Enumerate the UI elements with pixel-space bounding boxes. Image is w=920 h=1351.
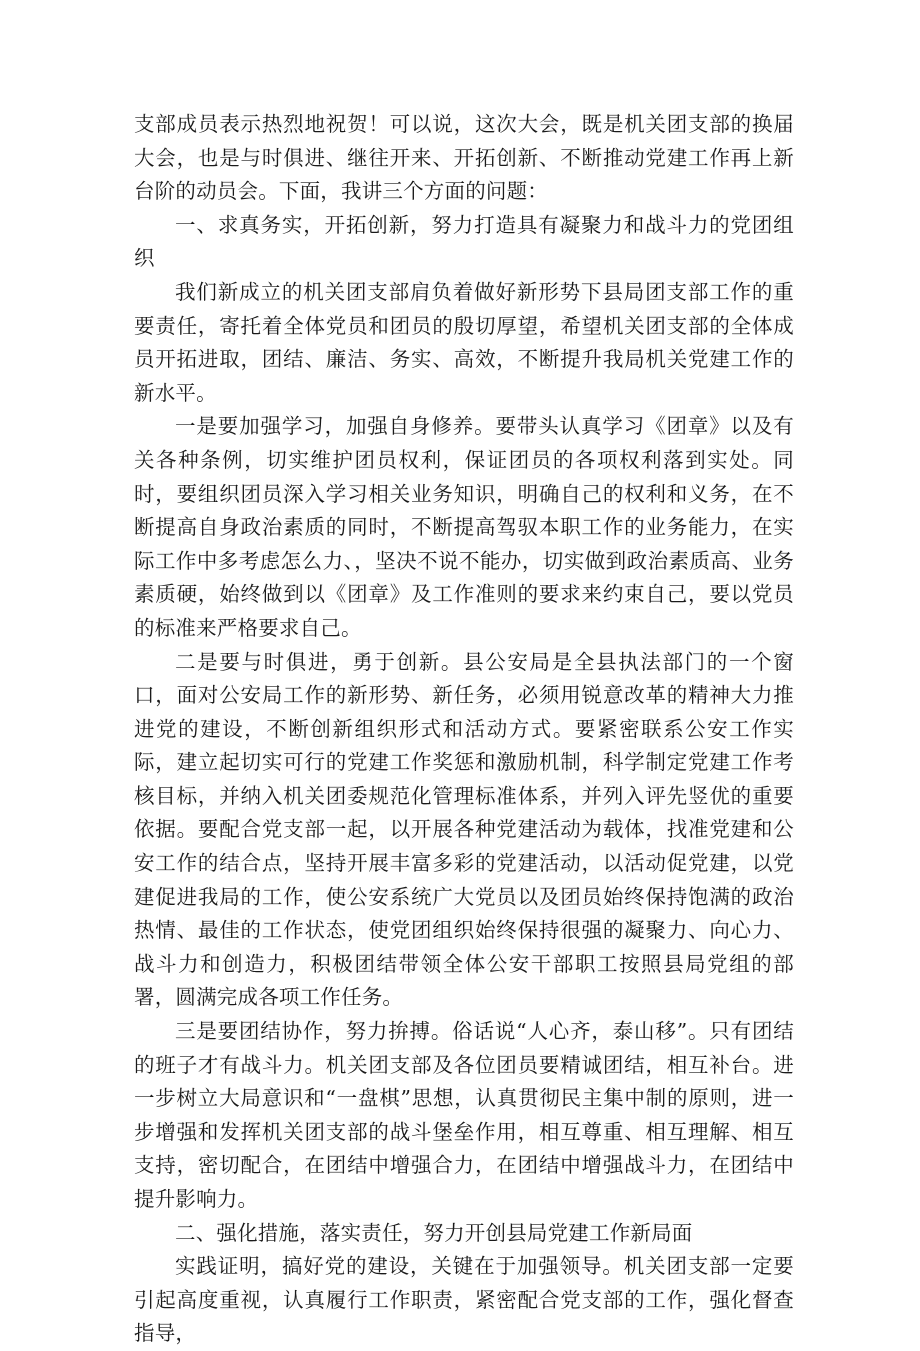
body-paragraph: 一是要加强学习，加强自身修养。要带头认真学习《团章》以及有关各种条例，切实维护团员权利，保证团员的各项权利落到实处。同时，要组织团员深入学习相关业务知识，明确自己的权利和义务，在不断提高自身政治素质的同时，不断提高驾驭本职工作的业务能力，在实际工作中多考虑怎么力、，坚决不说不能办，切实做到政治素质高、业务素质硬，始终做到以《团章》及工作准则的要求来约束自己，要以党员的标准来严格要求自己。 [134,414,794,640]
body-paragraph: 我们新成立的机关团支部肩负着做好新形势下县局团支部工作的重要责任，寄托着全体党员和团员的殷切厚望，希望机关团支部的全体成员开拓进取，团结、廉洁、务实、高效，不断提升我局机关党建工作的新水平。 [134,279,794,405]
section-heading-2: 二、强化措施，落实责任，努力开创县局党建工作新局面 [175,1220,693,1245]
body-paragraph: 实践证明，搞好党的建设，关键在于加强领导。机关团支部一定要引起高度重视，认真履行工作职责，紧密配合党支部的工作，强化督查指导， [134,1254,794,1346]
section-heading-1: 一、求真务实，开拓创新，努力打造具有凝聚力和战斗力的党团组织 [134,212,794,271]
document-page [134,108,794,1351]
continuation-paragraph: 支部成员表示热烈地祝贺！可以说，这次大会，既是机关团支部的换届大会，也是与时俱进、继往开来、开拓创新、不断推动党建工作再上新台阶的动员会。下面，我讲三个方面的问题： [134,112,794,204]
body-paragraph: 二是要与时俱进，勇于创新。县公安局是全县执法部门的一个窗口，面对公安局工作的新形势、新任务，必须用锐意改革的精神大力推进党的建设，不断创新组织形式和活动方式。要紧密联系公安工作实际，建立起切实可行的党建工作奖惩和激励机制，科学制定党建工作考核目标，并纳入机关团委规范化管理标准体系，并列入评先竖优的重要依据。要配合党支部一起，以开展各种党建活动为载体，找准党建和公安工作的结合点，坚持开展丰富多彩的党建活动，以活动促党建，以党建促进我局的工作，使公安系统广大党员以及团员始终保持饱满的政治热情、最佳的工作状态，使党团组织始终保持很强的凝聚力、向心力、战斗力和创造力，积极团结带领全体公安干部职工按照县局党组的部署，圆满完成各项工作任务。 [134,649,794,1010]
body-paragraph: 三是要团结协作，努力拚搏。俗话说“人心齐，泰山移”。只有团结的班子才有战斗力。机关团支部及各位团员要精诚团结，相互补台。进一步树立大局意识和“一盘棋”思想，认真贯彻民主集中制的原则，进一步增强和发挥机关团支部的战斗堡垒作用，相互尊重、相互理解、相互支持，密切配合，在团结中增强合力，在团结中增强战斗力，在团结中提升影响力。 [134,1019,794,1211]
